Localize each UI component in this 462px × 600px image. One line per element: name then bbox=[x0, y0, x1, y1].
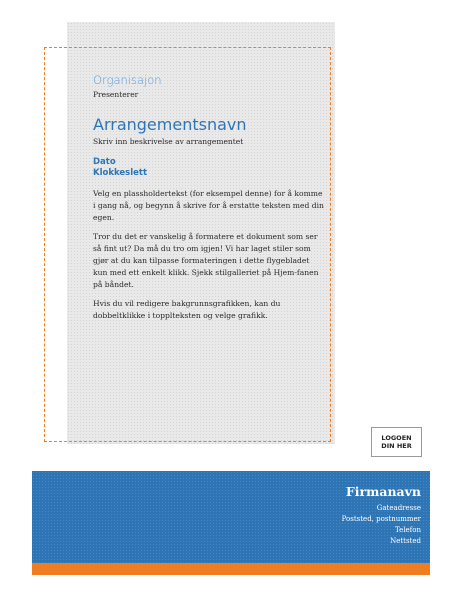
event-description[interactable]: Skriv inn beskrivelse av arrangementet bbox=[93, 137, 244, 146]
postal-address[interactable]: Poststed, postnummer bbox=[341, 515, 421, 523]
street-address[interactable]: Gateadresse bbox=[376, 504, 421, 512]
presents-label[interactable]: Presenterer bbox=[93, 90, 139, 99]
phone-number[interactable]: Telefon bbox=[395, 526, 421, 534]
website[interactable]: Nettsted bbox=[390, 537, 421, 545]
flyer-content bbox=[93, 73, 325, 322]
event-name[interactable]: Arrangementsnavn bbox=[93, 115, 247, 134]
body-paragraph-1[interactable]: Velg en plassholdertekst (for eksempel denne) for å komme i gang nå, og begynn å skrive for å erstatte teksten med din egen. bbox=[93, 189, 324, 222]
company-name[interactable]: Firmanavn bbox=[345, 484, 421, 499]
logo-placeholder[interactable] bbox=[371, 427, 422, 457]
company-info bbox=[342, 484, 421, 547]
body-paragraph-3[interactable]: Hvis du vil redigere bakgrunnsgrafikken, kan du dobbeltklikke i topplteksten og velge grafikk. bbox=[93, 299, 281, 320]
organization-name[interactable]: Organisajon bbox=[93, 73, 162, 87]
body-paragraph-2[interactable]: Tror du det er vanskelig å formatere et dokument som ser så fint ut? Da må du tro om igjen! Vi har laget stiler som gjør at du kan tilpasse formateringen i dette flygebladet kun med ett enkelt klikk. Sjekk stilgalleriet på Hjem-fanen på båndet. bbox=[93, 232, 319, 289]
logo-placeholder-text: LOGOEN DIN HER bbox=[381, 434, 412, 450]
orange-footer-stripe bbox=[32, 563, 430, 575]
event-date[interactable]: Dato bbox=[93, 157, 116, 167]
event-time[interactable]: Klokkeslett bbox=[93, 168, 148, 178]
